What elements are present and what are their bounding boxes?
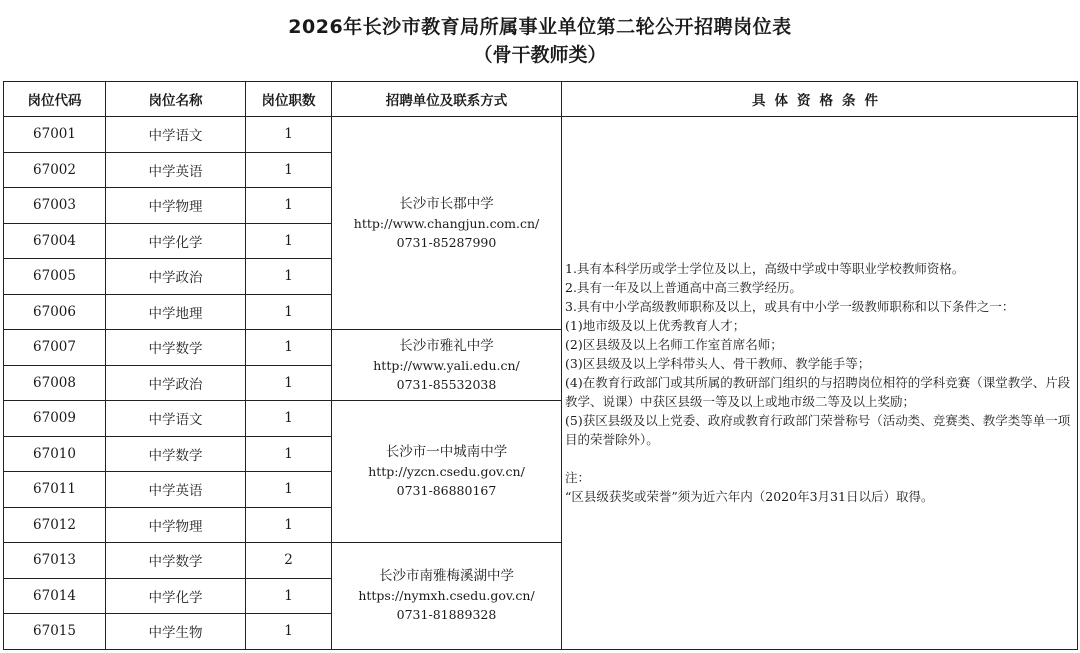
position-count: 1 (246, 401, 332, 437)
position-count: 1 (246, 614, 332, 650)
position-name: 中学生物 (106, 614, 246, 650)
position-count: 1 (246, 578, 332, 614)
position-name: 中学政治 (106, 259, 246, 295)
condition-line: (5)获区县级及以上党委、政府或教育行政部门荣誉称号（活动类、竞赛类、教学类等单一项目的荣誉除外）。 (565, 413, 1071, 448)
position-name: 中学语文 (106, 117, 246, 153)
table-row (4, 117, 1078, 153)
unit-cell-nymxh (332, 543, 562, 650)
header-name: 岗位名称 (106, 82, 246, 117)
position-code: 67005 (4, 259, 106, 295)
unit-name: 长沙市南雅梅溪湖中学 (379, 568, 514, 585)
position-name: 中学地理 (106, 294, 246, 330)
position-name: 中学数学 (106, 330, 246, 366)
header-unit: 招聘单位及联系方式 (332, 82, 562, 117)
position-count: 1 (246, 188, 332, 224)
note-text: “区县级获奖或荣誉”须为近六年内（2020年3月31日以后）取得。 (565, 489, 934, 505)
position-code: 67014 (4, 578, 106, 614)
unit-url: http://www.yali.edu.cn/ (373, 357, 520, 373)
position-count: 2 (246, 543, 332, 579)
position-code: 67008 (4, 365, 106, 401)
header-code: 岗位代码 (4, 82, 106, 117)
position-count: 1 (246, 223, 332, 259)
condition-line: (1)地市级及以上优秀教育人才； (565, 318, 746, 334)
unit-cell-yali (332, 330, 562, 401)
position-name: 中学数学 (106, 543, 246, 579)
position-code: 67010 (4, 436, 106, 472)
header-conditions: 具体资格条件 (562, 82, 1078, 117)
unit-name: 长沙市一中城南中学 (385, 444, 508, 460)
position-name: 中学物理 (106, 507, 246, 543)
unit-phone: 0731-81889328 (396, 607, 497, 623)
position-name: 中学英语 (106, 472, 246, 508)
position-name: 中学数学 (106, 436, 246, 472)
page-subtitle: （骨干教师类） (473, 44, 607, 66)
condition-line: 2.具有一年及以上普通高中高三教学经历。 (565, 280, 802, 296)
position-count: 1 (246, 152, 332, 188)
conditions-cell (562, 117, 1078, 650)
unit-url: https://nymxh.csedu.gov.cn/ (358, 588, 535, 604)
position-name: 中学英语 (106, 152, 246, 188)
condition-line: 3.具有中小学高级教师职称及以上，或具有中小学一级教师职称和以下条件之一： (565, 299, 1015, 315)
condition-line: (3)区县级及以上学科带头人、骨干教师、教学能手等； (565, 356, 871, 372)
unit-url: http://yzcn.csedu.gov.cn/ (368, 464, 525, 479)
unit-cell-changjun (332, 117, 562, 330)
page-title: 2026年长沙市教育局所属事业单位第二轮公开招聘岗位表 (288, 16, 792, 38)
position-count: 1 (246, 330, 332, 366)
unit-name: 长沙市长郡中学 (399, 195, 494, 212)
condition-line: (2)区县级及以上名师工作室首席名师； (565, 337, 783, 353)
position-name: 中学语文 (106, 401, 246, 437)
position-count: 1 (246, 294, 332, 330)
unit-name: 长沙市雅礼中学 (399, 337, 494, 354)
position-count: 1 (246, 507, 332, 543)
header-count: 岗位职数 (246, 82, 332, 117)
position-code: 67013 (4, 543, 106, 579)
condition-line: (4)在教育行政部门或其所属的教研部门组织的与招聘岗位相符的学科竞赛（课堂教学、片段教学、说课）中获区县级一等及以上或地市级二等及以上奖励； (565, 375, 1071, 410)
position-name: 中学政治 (106, 365, 246, 401)
position-code: 67015 (4, 614, 106, 650)
position-code: 67012 (4, 507, 106, 543)
unit-url: http://www.changjun.com.cn/ (353, 215, 540, 231)
position-name: 中学化学 (106, 223, 246, 259)
table-header-row (4, 82, 1078, 117)
position-count: 1 (246, 365, 332, 401)
position-count: 1 (246, 472, 332, 508)
position-code: 67009 (4, 401, 106, 437)
position-code: 67001 (4, 117, 106, 153)
position-code: 67006 (4, 294, 106, 330)
position-name: 中学物理 (106, 188, 246, 224)
position-code: 67003 (4, 188, 106, 224)
position-table (3, 81, 1078, 650)
position-count: 1 (246, 259, 332, 295)
position-name: 中学化学 (106, 578, 246, 614)
unit-cell-yzcn (332, 401, 562, 543)
position-code: 67002 (4, 152, 106, 188)
position-count: 1 (246, 436, 332, 472)
condition-line: 1.具有本科学历或学士学位及以上，高级中学或中等职业学校教师资格。 (565, 261, 965, 277)
position-code: 67011 (4, 472, 106, 508)
position-code: 67007 (4, 330, 106, 366)
position-count: 1 (246, 117, 332, 153)
unit-phone: 0731-85532038 (396, 376, 497, 392)
unit-phone: 0731-86880167 (396, 483, 497, 498)
unit-phone: 0731-85287990 (396, 234, 497, 250)
note-label: 注： (565, 470, 591, 486)
position-code: 67004 (4, 223, 106, 259)
